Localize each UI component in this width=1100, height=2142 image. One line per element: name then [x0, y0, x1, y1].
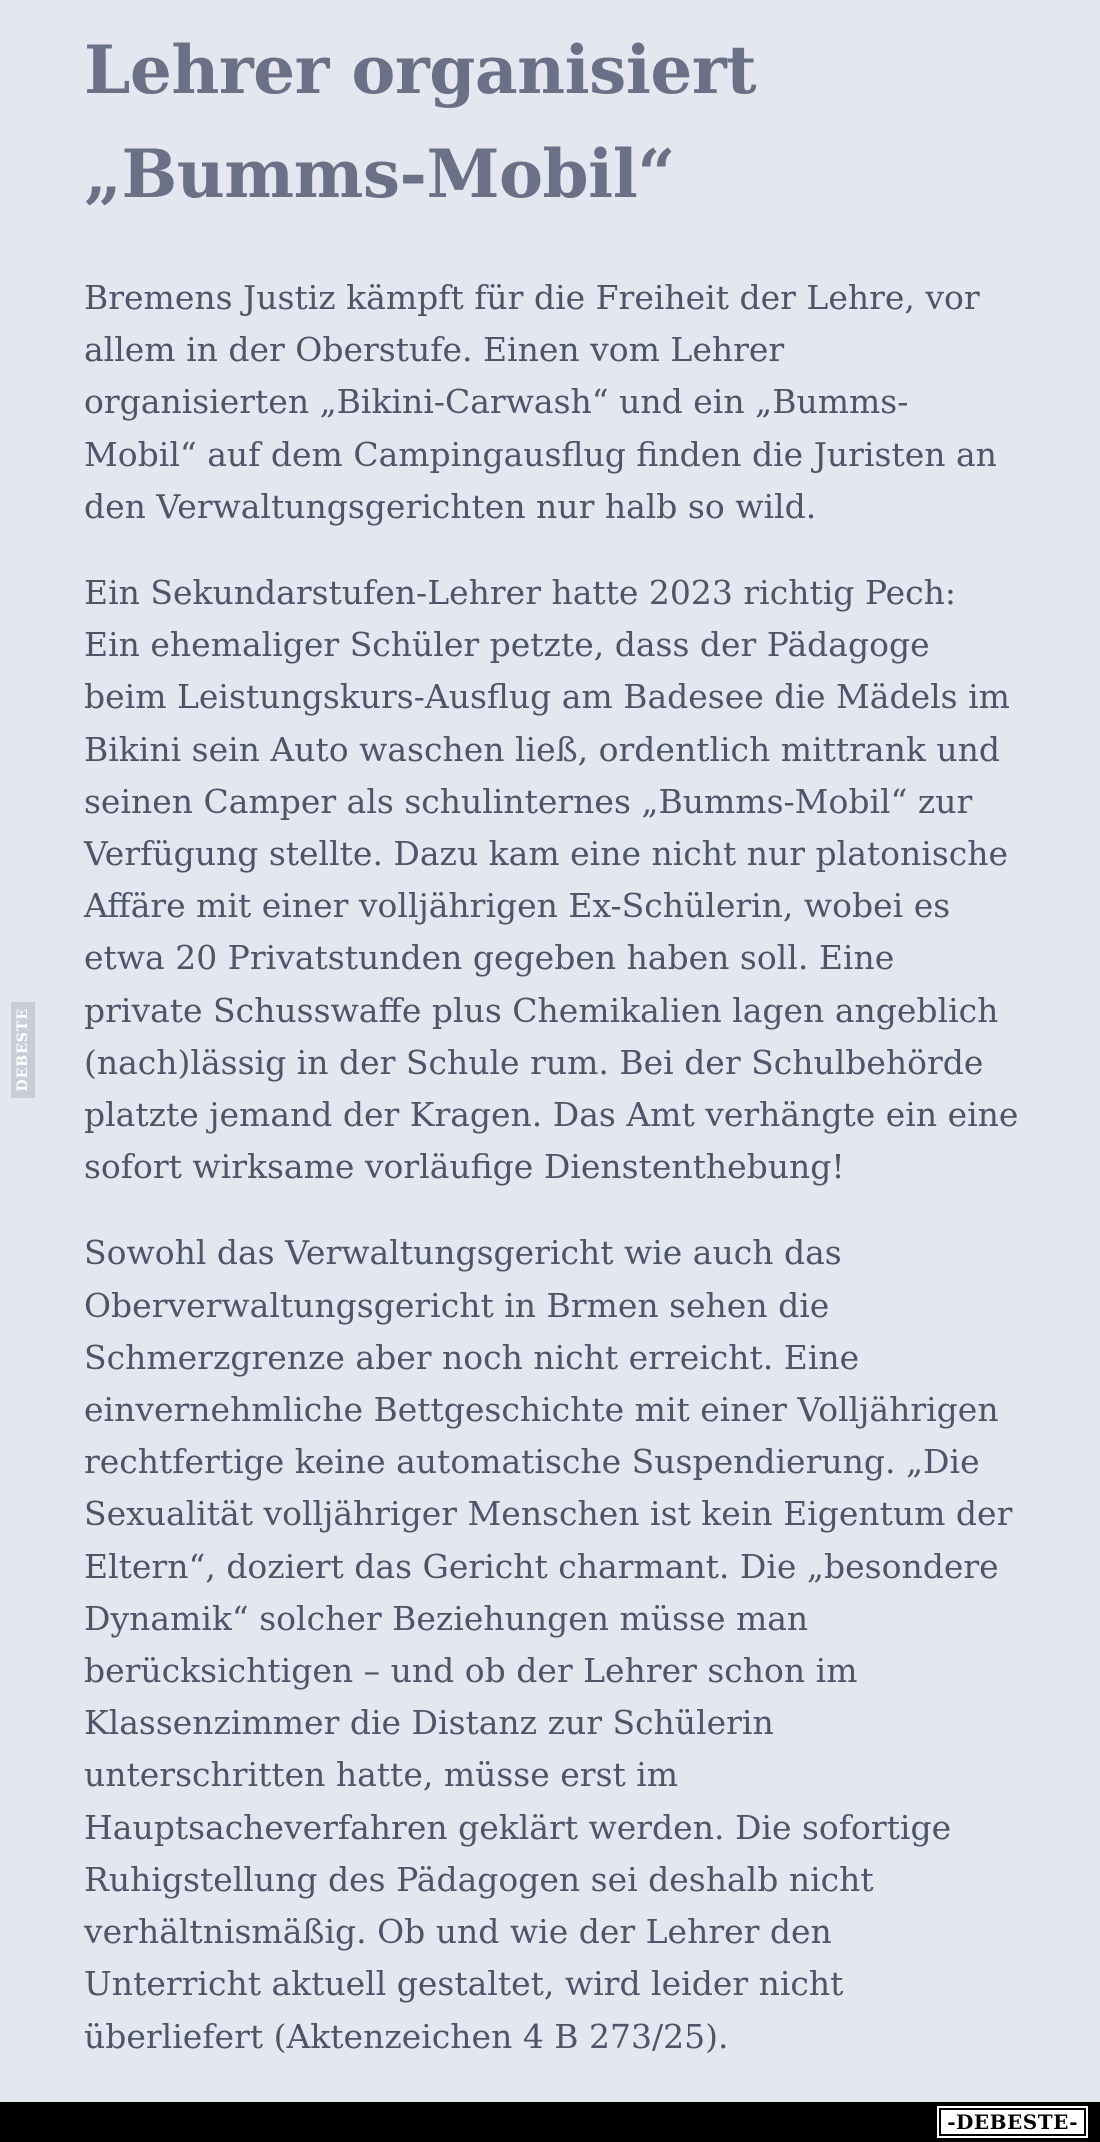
article-headline [84, 18, 1019, 226]
side-watermark-text: DEBESTE [15, 1008, 31, 1092]
side-watermark [11, 1002, 35, 1098]
headline-line-1: Lehrer organisiert [84, 31, 757, 109]
footer-logo: -DEBESTE- [939, 2108, 1086, 2136]
headline-line-2: „Bumms-Mobil“ [84, 135, 675, 213]
footer-bar [0, 2102, 1100, 2142]
article [84, 18, 1019, 2063]
article-paragraph-1: Bremens Justiz kämpft für die Freiheit der Lehre, vor allem in der Oberstufe. Einen vom Lehrer organisierten „Bikini-Carwash“ und ein „Bumms-Mobil“ auf dem Campingausflug finden die Juristen an den Verwaltungsgerichten nur halb so wild. [84, 278, 997, 526]
article-paragraph-2: Ein Sekundarstufen-Lehrer hatte 2023 richtig Pech: Ein ehemaliger Schüler petzte, dass der Pädagoge beim Leistungskurs-Ausflug am Badesee die Mädels im Bikini sein Auto waschen ließ, ordentlich mittrank und seinen Camper als schulinternes „Bumms-Mobil“ zur Verfügung stellte. Dazu kam eine nicht nur platonische Affäre mit einer volljährigen Ex-Schülerin, wobei es etwa 20 Privatstunden gegeben haben soll. Eine private Schusswaffe plus Chemikalien lagen angeblich (nach)lässig in der Schule rum. Bei der Schulbehörde platzte jemand der Kragen. Das Amt verhängte ein eine sofort wirksame vorläufige Dienstenthebung! [84, 573, 1019, 1187]
article-paragraph-3: Sowohl das Verwaltungsgericht wie auch das Oberverwaltungsgericht in Brmen sehen die Schmerzgrenze aber noch nicht erreicht. Eine einvernehmliche Bettgeschichte mit einer Volljährigen rechtfertige keine automatische Suspendierung. „Die Sexualität volljähriger Menschen ist kein Eigentum der Eltern“, doziert das Gericht charmant. Die „besondere Dynamik“ solcher Beziehungen müsse man berücksichtigen – und ob der Lehrer schon im Klassenzimmer die Distanz zur Schülerin unterschritten hatte, müsse erst im Hauptsacheverfahren geklärt werden. Die sofortige Ruhigstellung des Pädagogen sei deshalb nicht verhältnismäßig. Ob und wie der Lehrer den Unterricht aktuell gestaltet, wird leider nicht überliefert (Aktenzeichen 4 B 273/25). [84, 1233, 1013, 2056]
